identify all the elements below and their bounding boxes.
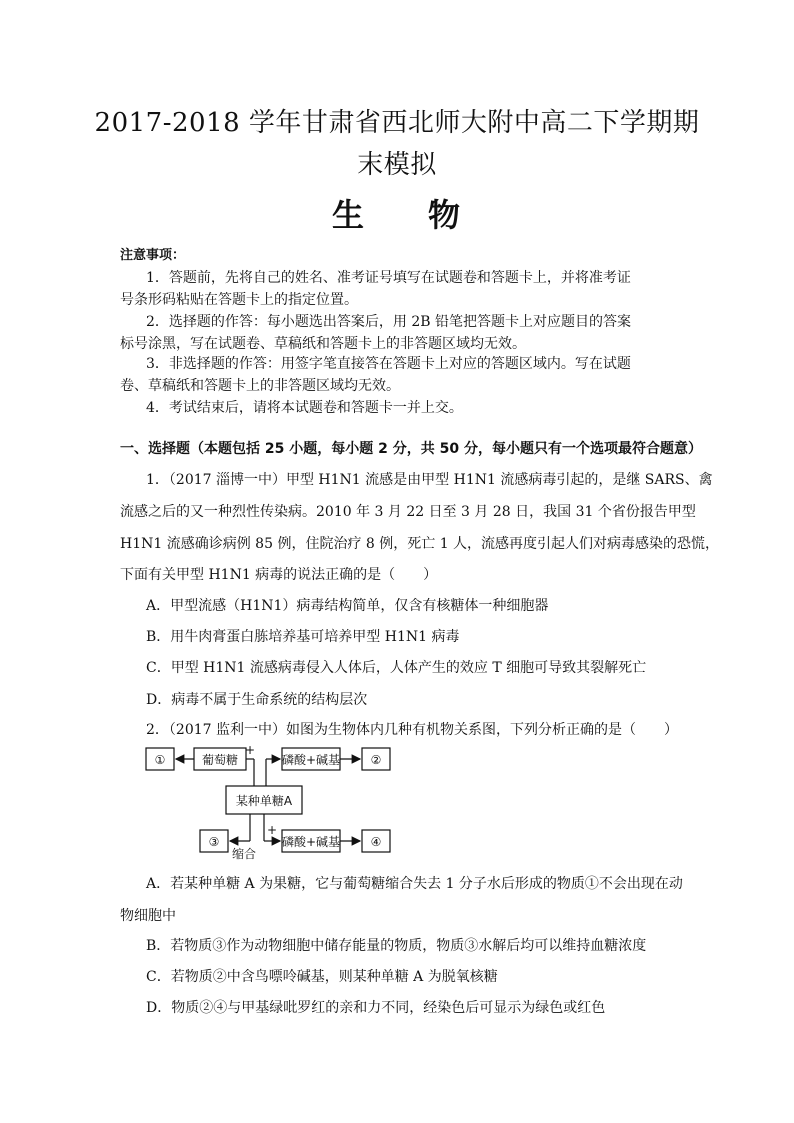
q1-option-a: A．甲型流感（H1N1）病毒结构简单，仅含有核糖体一种细胞器 [146,598,549,614]
q1-stem-line: 流感之后的又一种烈性传染病。2010 年 3 月 22 日至 3 月 28 日，我国 31 个省份报告甲型 [120,504,696,520]
subject-char-1: 生 [331,196,366,234]
notice-line: 4．考试结束后，请将本试题卷和答题卡一并上交。 [146,400,463,416]
diagram-n4: ④ [370,835,382,849]
notice-line: 标号涂黑，写在试题卷、草稿纸和答题卡上的非答题区域均无效。 [120,336,526,352]
q2-option-d: D．物质②④与甲基绿吡罗红的亲和力不同，经染色后可显示为绿色或红色 [146,1000,606,1016]
diagram-phos-top: 磷酸+碱基 [281,753,341,767]
notice-line: 卷、草稿纸和答题卡上的非答题区域均无效。 [120,378,400,394]
q2-option-a: A．若某种单糖 A 为果糖，它与葡萄糖缩合失去 1 分子水后形成的物质①不会出现在动 [146,876,683,892]
diagram-plus-top: + [244,743,256,757]
notice-heading: 注意事项： [120,248,186,263]
q1-option-c: C．甲型 H1N1 流感病毒侵入人体后，人体产生的效应 T 细胞可导致其裂解死亡 [146,660,647,676]
notice-line: 2．选择题的作答：每小题选出答案后，用 2B 铅笔把答题卡上对应题目的答案 [146,314,632,330]
q1-option-d: D．病毒不属于生命系统的结构层次 [146,692,368,708]
q2-option-c: C．若物质②中含鸟嘌呤碱基，则某种单糖 A 为脱氧核糖 [146,969,498,985]
q1-stem-line: 下面有关甲型 H1N1 病毒的说法正确的是（ ） [120,567,438,583]
notice-line: 3．非选择题的作答：用签字笔直接答在答题卡上对应的答题区域内。写在试题 [146,356,631,372]
diagram-n2: ② [370,753,382,767]
q2-option-a-cont: 物细胞中 [120,908,176,924]
q1-stem-line: H1N1 流感确诊病例 85 例，住院治疗 8 例，死亡 1 人，流感再度引起人们对病毒感染的恐慌， [120,536,720,552]
diagram-monosaccharide: 某种单糖A [235,794,293,808]
subject-char-2: 物 [428,196,463,234]
notice-line: 1．答题前，先将自己的姓名、准考证号填写在试题卷和答题卡上，并将准考证 [146,270,631,286]
q2-stem: 2．（2017 监利一中）如图为生物体内几种有机物关系图，下列分析正确的是（ ） [146,722,678,738]
doc-title-line2: 末模拟 [357,150,437,180]
q1-option-b: B．用牛肉膏蛋白胨培养基可培养甲型 H1N1 病毒 [146,629,460,645]
notice-line: 号条形码粘贴在答题卡上的指定位置。 [120,292,358,308]
diagram-plus-bottom: + [266,823,278,837]
diagram-n1: ① [154,753,166,767]
q2-option-b: B．若物质③作为动物细胞中储存能量的物质，物质③水解后均可以维持血糖浓度 [146,938,647,954]
diagram-phos-bottom: 磷酸+碱基 [281,835,341,849]
section-heading: 一、选择题（本题包括 25 小题，每小题 2 分，共 50 分，每小题只有一个选项最符合题意） [120,441,702,457]
q1-stem-line: 1．（2017 淄博一中）甲型 H1N1 流感是由甲型 H1N1 流感病毒引起的，是继 SARS、禽 [146,472,713,488]
doc-title-line1: 2017-2018 学年甘肃省西北师大附中高二下学期期 [94,108,700,138]
diagram-glucose: 葡萄糖 [201,753,239,767]
diagram-condense: 缩合 [231,847,257,861]
diagram-n3: ③ [208,835,220,849]
